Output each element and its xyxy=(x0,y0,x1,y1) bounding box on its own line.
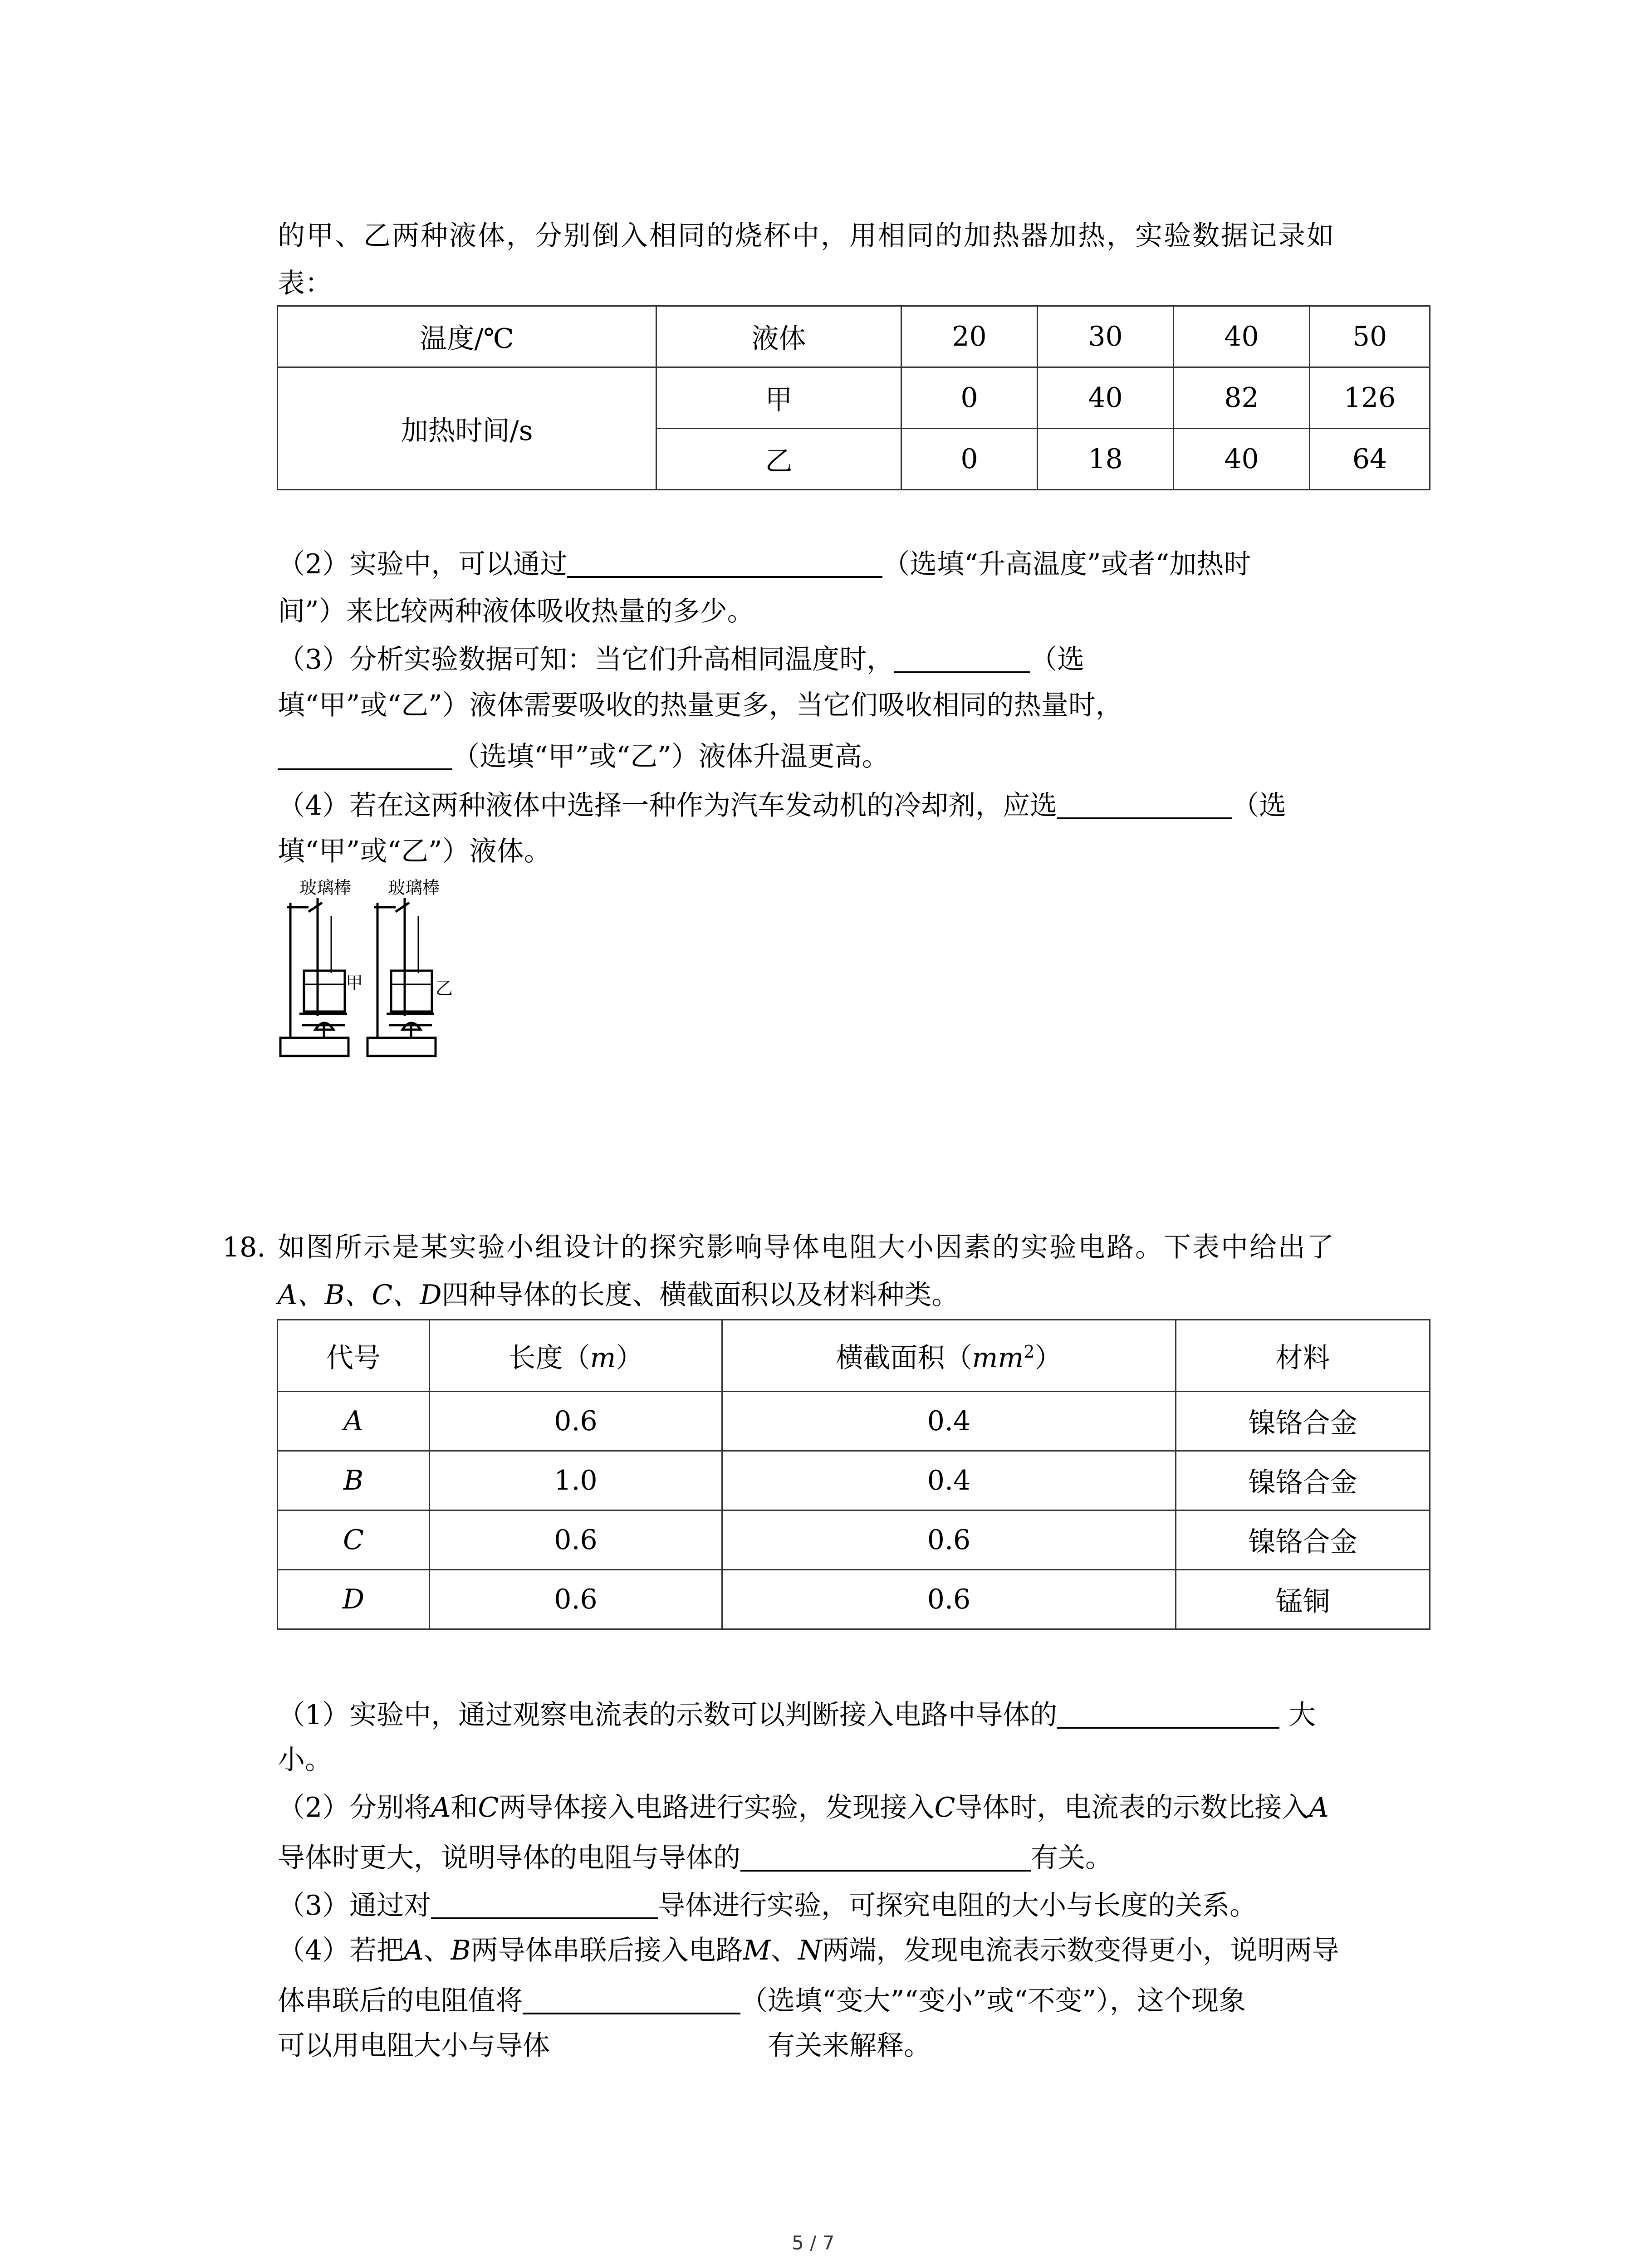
q18-table-row xyxy=(278,1570,1430,1629)
q17-table-header-row xyxy=(278,306,1430,367)
q18-sub4-answer-blank-1[interactable] xyxy=(523,1984,740,2014)
q18-table-row xyxy=(278,1392,1430,1451)
q17-cell-liquid: 乙 xyxy=(656,429,901,490)
q18-cell-length: 1.0 xyxy=(430,1451,722,1510)
q17-cell: 40 xyxy=(1038,367,1174,429)
q18-cell-code: B xyxy=(278,1451,430,1510)
q17-figure-rod-label-2: 玻璃棒 xyxy=(388,878,440,898)
q18-sub4-text-a: （4）若把 xyxy=(278,1935,404,1966)
q18-sub1-line1 xyxy=(278,1699,1316,1729)
q18-sub4-letter-b: B xyxy=(451,1935,471,1966)
q17-sub3-text-b: （选 xyxy=(1030,644,1085,675)
q18-header-material: 材料 xyxy=(1176,1320,1430,1392)
q18-header-code: 代号 xyxy=(278,1320,430,1392)
q18-cell-length: 0.6 xyxy=(430,1510,722,1570)
q17-header-temperature: 温度/℃ xyxy=(278,306,656,367)
q17-row-label-heating-time: 加热时间/s xyxy=(278,367,656,490)
q18-header-area-text: 横截面积（ xyxy=(836,1342,972,1374)
q17-sub2-answer-blank[interactable] xyxy=(567,548,882,578)
q18-sub2-answer-blank[interactable] xyxy=(740,1842,1031,1872)
q18-sub1-text-b: 大 xyxy=(1288,1699,1316,1731)
q18-sub2-text-d: 导体时更大，说明导体的电阻与导体的 xyxy=(278,1842,740,1874)
q17-sub2-line2: 间”）来比较两种液体吸收热量的多少。 xyxy=(278,596,754,627)
q18-sub4-text-f: 可以用电阻大小与导体 xyxy=(278,2030,550,2062)
q17-data-table xyxy=(277,305,1430,490)
q18-conductor-table xyxy=(277,1319,1430,1630)
q17-sub3-text-a: （3）分析实验数据可知：当它们升高相同温度时， xyxy=(278,644,894,675)
q17-header-20: 20 xyxy=(901,306,1038,367)
q18-sub3-text-a: （3）通过对 xyxy=(278,1890,431,1921)
q18-intro-rest: 四种导体的长度、横截面积以及材料种类。 xyxy=(441,1279,959,1311)
q18-header-length-text: 长度（ xyxy=(508,1342,590,1374)
q18-sub1-text-a: （1）实验中，通过观察电流表的示数可以判断接入电路中导体的 xyxy=(278,1699,1058,1731)
q18-table-row xyxy=(278,1451,1430,1510)
q18-header-length-unit: m xyxy=(590,1342,616,1374)
q18-table-header-row xyxy=(278,1320,1430,1392)
q18-sub4-letter-a: A xyxy=(404,1935,424,1966)
q18-cell-material: 镍铬合金 xyxy=(1176,1510,1430,1570)
q18-sub2-text-and: 和 xyxy=(451,1792,478,1823)
q18-sub2-line2 xyxy=(278,1842,1112,1872)
q17-sub3-line2: 填“甲”或“乙”）液体需要吸收的热量更多，当它们吸收相同的热量时， xyxy=(278,689,1123,721)
q18-sub4-letter-n: N xyxy=(798,1935,822,1966)
q17-apparatus-figure xyxy=(277,875,454,1061)
q17-sub3-line3 xyxy=(278,740,889,770)
q17-sub2-line1 xyxy=(278,548,1251,578)
q18-sub4-letter-m: M xyxy=(743,1935,771,1966)
q18-sub4-line1 xyxy=(278,1937,1339,1964)
q18-cell-length: 0.6 xyxy=(430,1570,722,1629)
q18-cell-area: 0.4 xyxy=(722,1392,1176,1451)
q18-cell-length: 0.6 xyxy=(430,1392,722,1451)
q18-header-area-unit: mm xyxy=(972,1342,1024,1374)
q17-sub4-text-a: （4）若在这两种液体中选择一种作为汽车发动机的冷却剂，应选 xyxy=(278,790,1058,821)
q17-header-30: 30 xyxy=(1038,306,1174,367)
q18-sub4-text-c: 两端，发现电流表示数变得更小，说明两导 xyxy=(822,1935,1339,1966)
q18-cell-code: D xyxy=(278,1570,430,1629)
q18-sub2-text-a: （2）分别将 xyxy=(278,1792,431,1823)
q18-sub4-line3 xyxy=(278,2030,931,2062)
q18-intro-letters: A、B、C、D xyxy=(278,1279,442,1311)
q17-sub4-text-b: （选 xyxy=(1232,790,1287,821)
q17-cell: 18 xyxy=(1038,429,1174,490)
q17-table-row-jia xyxy=(278,367,1430,429)
q17-sub4-answer-blank[interactable] xyxy=(1057,789,1232,819)
q18-sub2-letter-a: A xyxy=(431,1792,451,1823)
q18-sub2-letter-a2: A xyxy=(1309,1792,1329,1823)
q18-sub2-letter-c: C xyxy=(478,1792,499,1823)
q18-sub4-text-b: 两导体串联后接入电路 xyxy=(470,1935,743,1966)
q17-sub3-answer-blank-1[interactable] xyxy=(894,643,1030,673)
q18-table-row xyxy=(278,1510,1430,1570)
q17-intro-line1: 的甲、乙两种液体，分别倒入相同的烧杯中，用相同的加热器加热，实验数据记录如 xyxy=(278,220,1335,252)
q18-sub2-letter-c2: C xyxy=(934,1792,955,1823)
q17-cell: 126 xyxy=(1310,367,1430,429)
q17-sub3-line1 xyxy=(278,643,1084,673)
q18-sub3-text-b: 导体进行实验，可探究电阻的大小与长度的关系。 xyxy=(658,1890,1257,1921)
q17-cell: 0 xyxy=(901,429,1038,490)
page-number: 5 / 7 xyxy=(792,2232,835,2254)
q17-intro-line2: 表： xyxy=(278,268,332,299)
q18-cell-code: A xyxy=(278,1392,430,1451)
q18-sub4-text-d: 体串联后的电阻值将 xyxy=(278,1985,523,2017)
q18-sub3-line1 xyxy=(278,1889,1257,1919)
q17-cell: 40 xyxy=(1174,429,1310,490)
q17-cell: 82 xyxy=(1174,367,1310,429)
q17-cell: 64 xyxy=(1310,429,1430,490)
q17-figure-rod-label-1: 玻璃棒 xyxy=(299,878,352,898)
q18-header-area-exp: 2 xyxy=(1024,1341,1035,1362)
q18-intro-line1: 如图所示是某实验小组设计的探究影响导体电阻大小因素的实验电路。下表中给出了 xyxy=(278,1232,1335,1263)
q17-sub4-line2: 填“甲”或“乙”）液体。 xyxy=(278,836,551,867)
q17-figure-beaker-label-2: 乙 xyxy=(436,978,453,998)
q18-cell-area: 0.6 xyxy=(722,1510,1176,1570)
q18-sub2-text-c: 导体时，电流表的示数比接入 xyxy=(955,1792,1309,1823)
q17-cell: 0 xyxy=(901,367,1038,429)
q18-header-length xyxy=(430,1320,722,1392)
q18-cell-material: 锰铜 xyxy=(1176,1570,1430,1629)
heating-apparatus-icon xyxy=(277,875,454,1061)
q18-number: 18. xyxy=(222,1232,266,1263)
q17-sub4-line1 xyxy=(278,789,1286,819)
q18-header-area xyxy=(722,1320,1176,1392)
q18-sub2-line1 xyxy=(278,1794,1329,1821)
q18-sub1-line2: 小。 xyxy=(278,1744,332,1776)
q18-cell-material: 镍铬合金 xyxy=(1176,1451,1430,1510)
q18-sub1-answer-blank[interactable] xyxy=(1057,1699,1279,1729)
q18-sub4-line2 xyxy=(278,1984,1246,2017)
q17-sub3-text-d: （选填“甲”或“乙”）液体升温更高。 xyxy=(452,741,889,772)
q18-cell-area: 0.4 xyxy=(722,1451,1176,1510)
q18-sub2-text-b: 两导体接入电路进行实验，发现接入 xyxy=(499,1792,935,1823)
q18-cell-code: C xyxy=(278,1510,430,1570)
q17-sub2-text-b: （选填“升高温度”或者“加热时 xyxy=(882,548,1251,580)
q18-sub3-answer-blank[interactable] xyxy=(431,1889,658,1919)
q18-cell-material: 镍铬合金 xyxy=(1176,1392,1430,1451)
q17-cell-liquid: 甲 xyxy=(656,367,901,429)
q18-sub4-text-e: （选填“变大”“变小”或“不变”），这个现象 xyxy=(740,1985,1246,2017)
q17-figure-beaker-label-1: 甲 xyxy=(346,973,363,993)
q18-cell-area: 0.6 xyxy=(722,1570,1176,1629)
q17-sub2-text-a: （2）实验中，可以通过 xyxy=(278,548,568,580)
q18-header-length-close: ） xyxy=(616,1342,643,1374)
q18-sub4-text-g: 有关来解释。 xyxy=(768,2030,931,2062)
q17-header-50: 50 xyxy=(1310,306,1430,367)
q18-intro-line2 xyxy=(278,1281,959,1309)
q18-header-area-close: ） xyxy=(1034,1342,1062,1374)
q18-sub4-sep: 、 xyxy=(423,1935,451,1966)
q18-sub4-sep2: 、 xyxy=(771,1935,798,1966)
q17-header-40: 40 xyxy=(1174,306,1310,367)
q17-sub3-answer-blank-2[interactable] xyxy=(278,740,452,770)
q18-sub2-text-e: 有关。 xyxy=(1031,1842,1112,1874)
q17-header-liquid: 液体 xyxy=(656,306,901,367)
